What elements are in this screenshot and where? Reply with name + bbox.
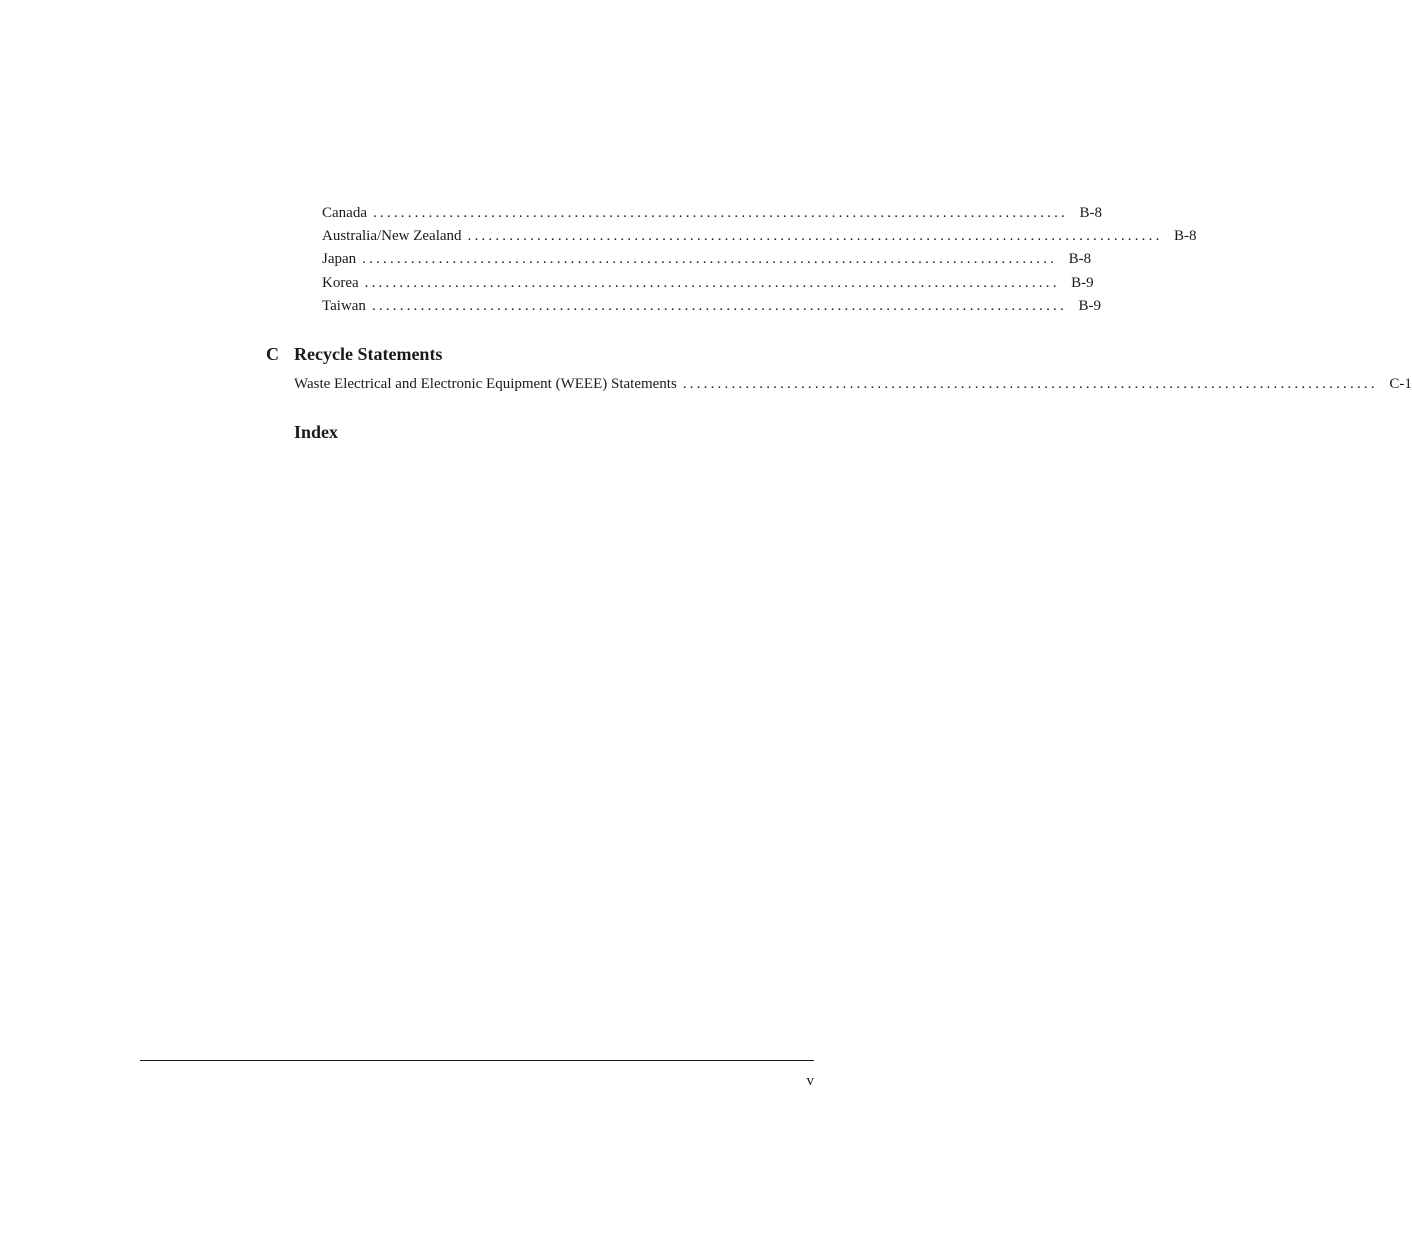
toc-entry-japan[interactable]	[322, 250, 1092, 268]
toc-entry-page: B-8	[1174, 228, 1197, 244]
toc-entry-canada[interactable]	[322, 204, 1102, 222]
index-heading[interactable]: Index	[294, 422, 339, 442]
dot-leader: ....................................................................................................	[467, 228, 1163, 244]
toc-entry-weee-statements[interactable]	[294, 375, 1412, 393]
footer-rule	[140, 1060, 814, 1061]
dot-leader: ....................................................................................................	[682, 376, 1378, 392]
toc-entry-label: Waste Electrical and Electronic Equipment (WEEE) Statements	[294, 376, 677, 392]
toc-entry-page: B-8	[1079, 205, 1102, 221]
toc-entry-australia-new-zealand[interactable]	[322, 227, 1197, 245]
toc-entry-korea[interactable]	[322, 274, 1094, 292]
appendix-title[interactable]: Recycle Statements	[294, 344, 443, 364]
toc-entry-taiwan[interactable]	[322, 297, 1101, 315]
appendix-letter: C	[266, 344, 279, 364]
toc-entry-page: C-1	[1389, 376, 1412, 392]
toc-entry-label: Canada	[322, 205, 367, 221]
toc-entry-label: Japan	[322, 251, 357, 267]
toc-entry-label: Australia/New Zealand	[322, 228, 462, 244]
toc-entry-page: B-9	[1071, 275, 1094, 291]
toc-entry-page: B-8	[1068, 251, 1092, 267]
dot-leader: ....................................................................................................	[364, 275, 1060, 291]
page-number: v	[806, 1073, 814, 1089]
toc-entry-page: B-9	[1078, 298, 1101, 314]
dot-leader: ....................................................................................................	[372, 205, 1068, 221]
toc-entry-label: Korea	[322, 275, 359, 291]
dot-leader: ....................................................................................................	[371, 298, 1067, 314]
dot-leader: ....................................................................................................	[362, 251, 1058, 267]
toc-entry-label: Taiwan	[322, 298, 366, 314]
